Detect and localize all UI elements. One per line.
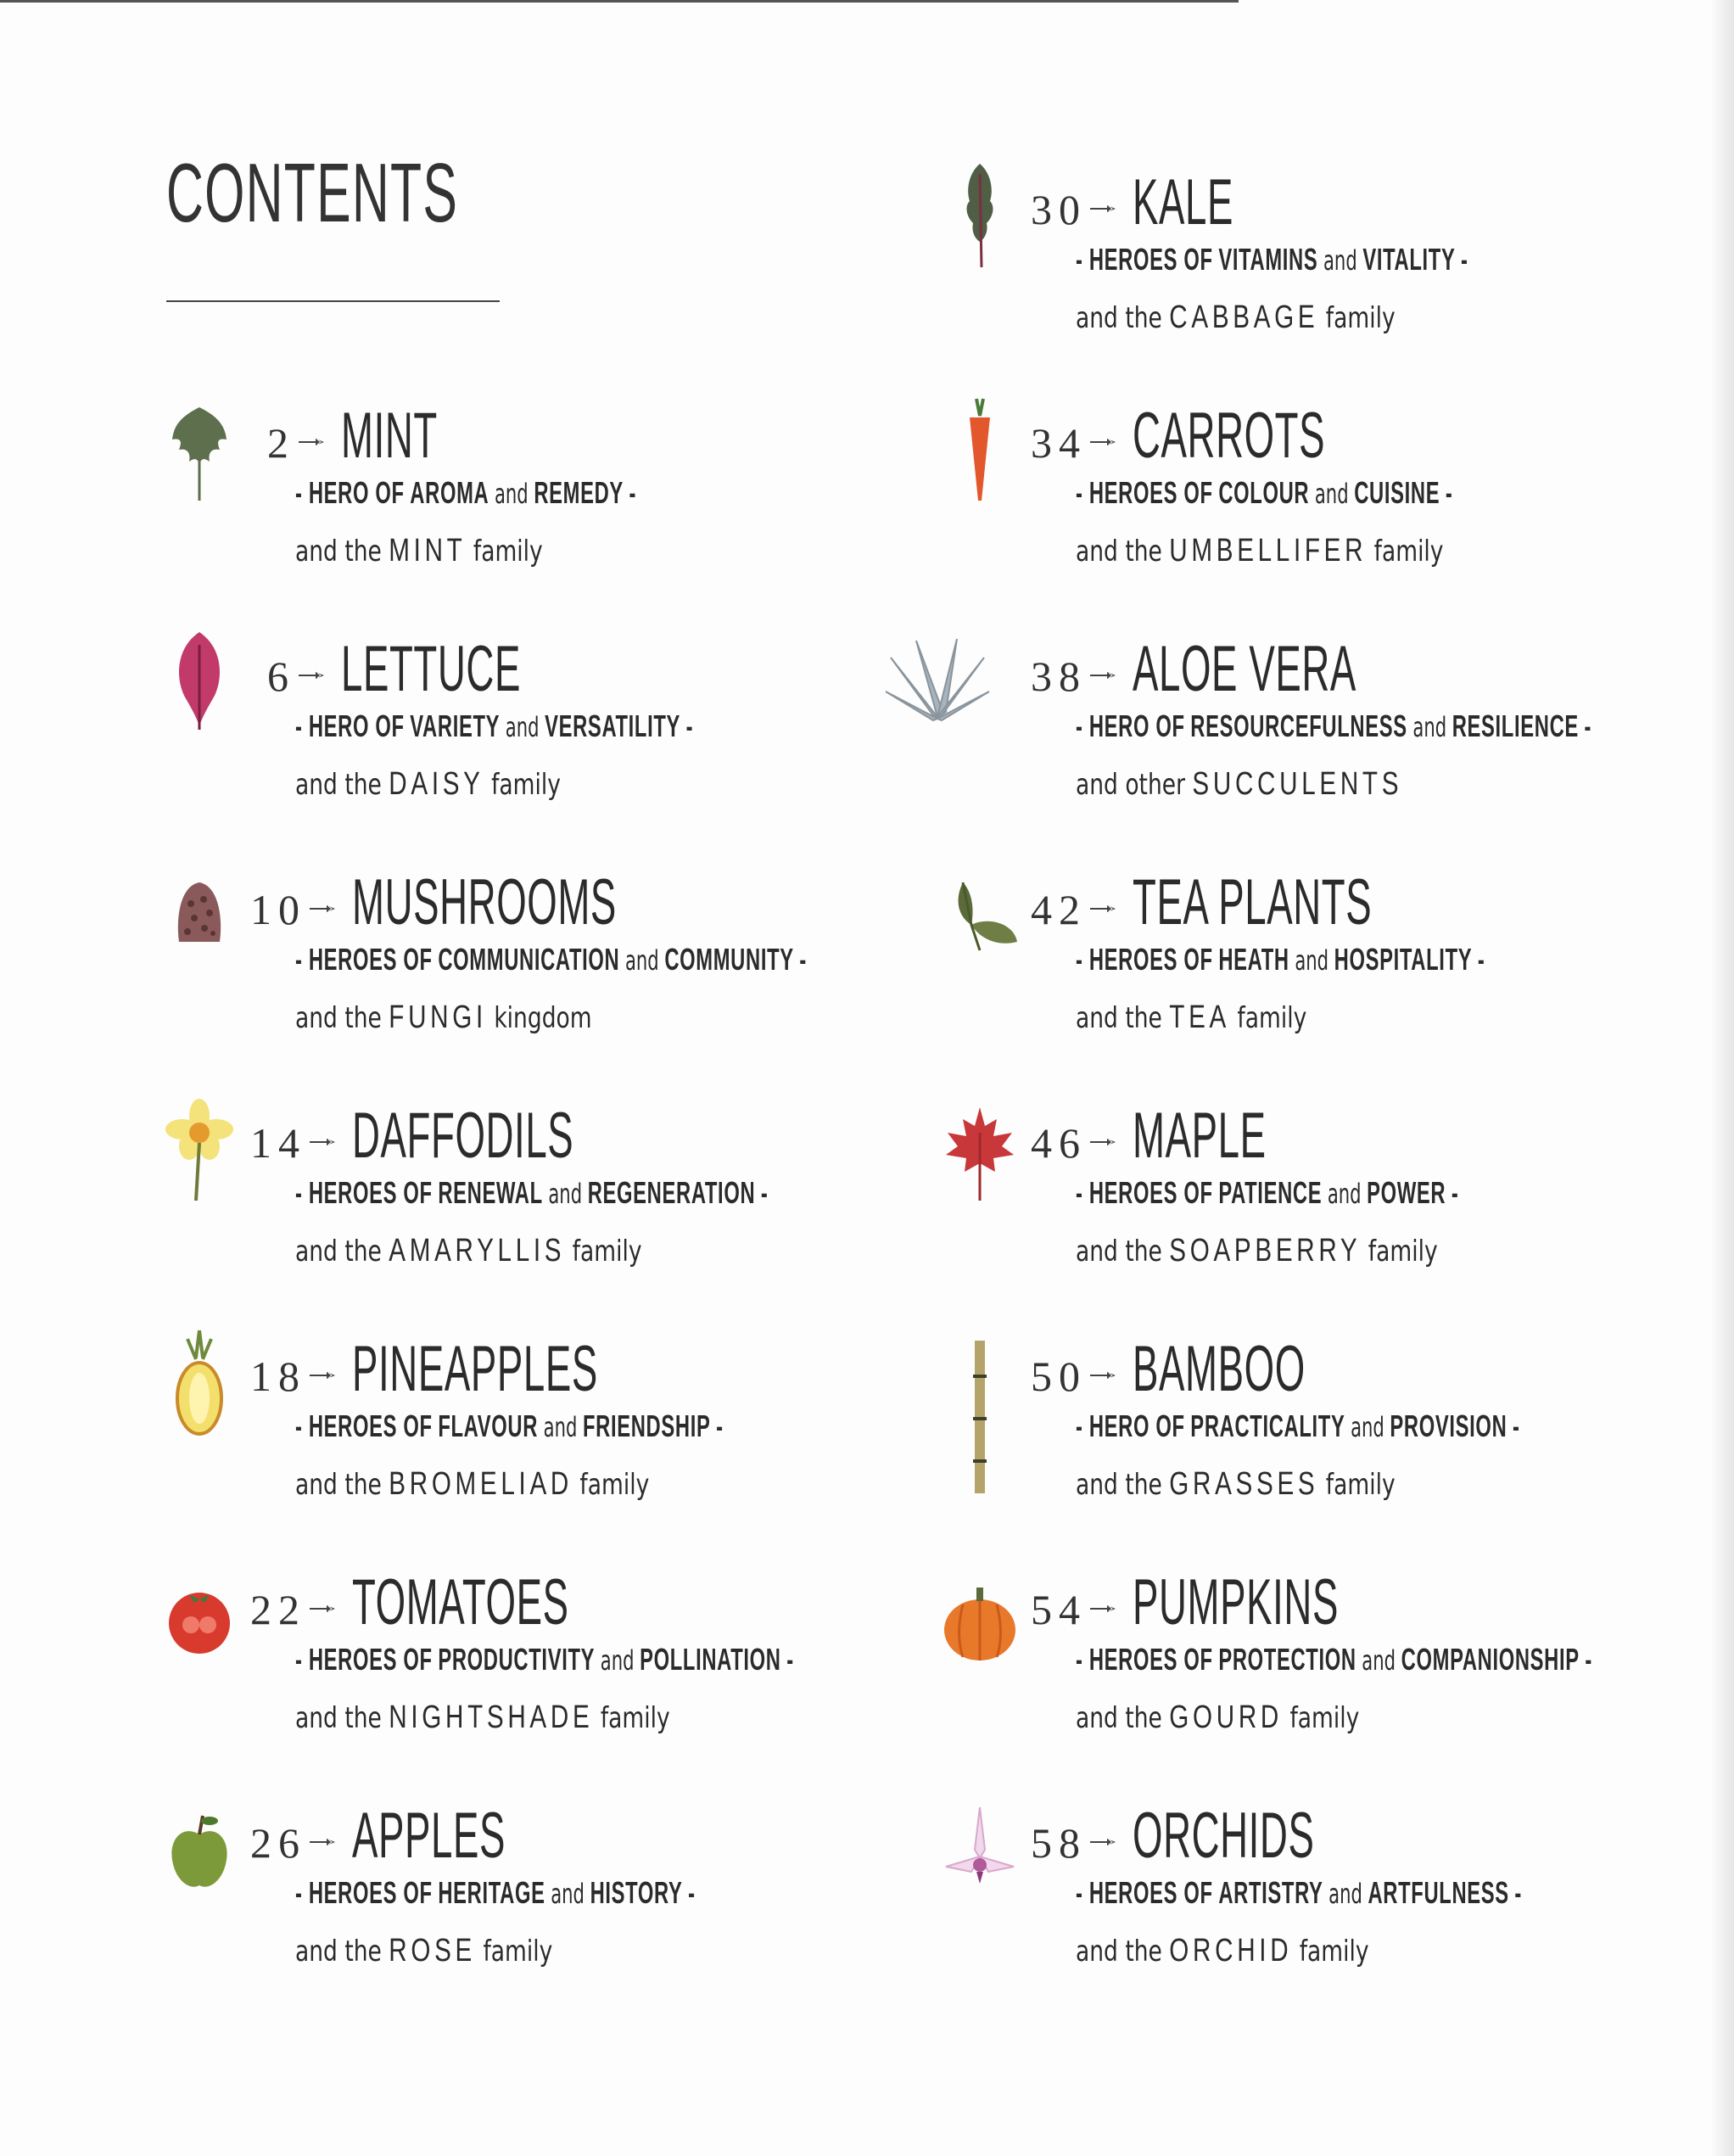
entry-title: BAMBOO	[1133, 1333, 1306, 1405]
page-number: 54	[1031, 1586, 1087, 1633]
page-title: CONTENTS	[166, 146, 459, 239]
page-right-edge	[1710, 0, 1734, 2156]
family-name: SUCCULENTS	[1192, 766, 1403, 802]
family-prefix: and the	[1076, 1468, 1162, 1502]
pumpkin-icon	[937, 1557, 1022, 1676]
page-number: 10	[250, 886, 306, 933]
arrow-icon	[1090, 669, 1119, 680]
quality-2: REGENERATION	[587, 1175, 756, 1210]
quality-1: VARIETY	[410, 708, 501, 743]
lettuce-leaf-icon	[157, 624, 242, 742]
quality-1: AROMA	[410, 475, 489, 510]
family-name: UMBELLIFER	[1169, 533, 1368, 568]
entry-subtitle	[295, 942, 807, 977]
entry-subtitle	[1076, 242, 1468, 277]
and-connector: and	[600, 1644, 635, 1677]
family-prefix: and the	[1076, 1935, 1162, 1968]
family-line	[1076, 766, 1402, 803]
entry-subtitle	[295, 475, 636, 511]
and-connector: and	[1351, 1411, 1384, 1443]
arrow-icon	[1090, 1369, 1119, 1380]
quality-1: PRACTICALITY	[1190, 1408, 1345, 1443]
arrow-icon	[310, 1136, 338, 1146]
subtitle-dash: -	[716, 1408, 724, 1443]
family-line	[1076, 1466, 1396, 1503]
family-suffix: family	[1237, 1001, 1307, 1035]
and-connector: and	[624, 944, 659, 977]
quality-2: COMPANIONSHIP	[1401, 1642, 1580, 1677]
page-number: 22	[250, 1586, 306, 1633]
hero-prefix: - HERO OF	[295, 708, 405, 743]
bamboo-icon	[937, 1332, 1022, 1502]
family-prefix: and the	[1076, 535, 1162, 568]
entry-title: PINEAPPLES	[352, 1333, 598, 1405]
daffodil-icon	[157, 1090, 242, 1209]
subtitle-dash: -	[688, 1875, 696, 1910]
hero-prefix: - HERO OF	[1076, 1408, 1185, 1443]
subtitle-dash: -	[1584, 708, 1592, 743]
family-suffix: family	[1373, 535, 1444, 568]
subtitle-dash: -	[799, 942, 807, 977]
entry-title: LETTUCE	[341, 633, 521, 705]
family-suffix: family	[1289, 1701, 1360, 1735]
arrow-icon	[1090, 203, 1119, 213]
family-prefix: and the	[295, 535, 382, 568]
family-name: SOAPBERRY	[1169, 1233, 1362, 1268]
family-prefix: and the	[295, 1701, 382, 1735]
hero-prefix: - HEROES OF	[1076, 1642, 1213, 1677]
family-name: BROMELIAD	[389, 1466, 573, 1502]
page-number: 34	[1031, 419, 1087, 467]
family-prefix: and other	[1076, 768, 1185, 802]
entry-title: CARROTS	[1133, 400, 1326, 472]
page-number: 14	[250, 1119, 306, 1167]
hero-prefix: - HEROES OF	[295, 1175, 433, 1210]
subtitle-dash: -	[1585, 1642, 1592, 1677]
page-number: 58	[1031, 1819, 1087, 1867]
title-divider	[166, 300, 500, 302]
page-number: 46	[1031, 1119, 1087, 1167]
arrow-icon	[1090, 436, 1119, 446]
family-name: ROSE	[389, 1933, 477, 1968]
entry-title: MINT	[341, 400, 438, 472]
entry-title: MUSHROOMS	[352, 866, 617, 938]
entry-subtitle	[1076, 1875, 1522, 1911]
family-line	[1076, 300, 1396, 336]
hero-prefix: - HEROES OF	[1076, 1875, 1213, 1910]
page-number: 50	[1031, 1352, 1087, 1400]
arrow-icon	[310, 1369, 338, 1380]
subtitle-dash: -	[786, 1642, 794, 1677]
entry-title: DAFFODILS	[352, 1100, 574, 1172]
family-line	[295, 1933, 552, 1969]
arrow-icon	[1090, 903, 1119, 913]
arrow-icon	[310, 903, 338, 913]
orchid-icon	[937, 1790, 1022, 1909]
contents-entry[interactable]	[170, 399, 933, 594]
entry-subtitle	[295, 1175, 768, 1211]
hero-prefix: - HEROES OF	[295, 1642, 433, 1677]
subtitle-dash: -	[1445, 475, 1453, 510]
contents-entry[interactable]	[170, 1332, 933, 1527]
and-connector: and	[1328, 1878, 1362, 1910]
family-prefix: and the	[1076, 1235, 1162, 1268]
and-connector: and	[505, 711, 540, 743]
quality-1: RENEWAL	[438, 1175, 543, 1210]
quality-1: COMMUNICATION	[438, 942, 620, 977]
hero-prefix: - HERO OF	[1076, 708, 1185, 743]
tea-leaf-icon	[937, 857, 1022, 976]
and-connector: and	[551, 1878, 585, 1910]
hero-prefix: - HERO OF	[295, 475, 405, 510]
family-prefix: and the	[295, 1935, 382, 1968]
and-connector: and	[1327, 1178, 1362, 1210]
arrow-icon	[1090, 1836, 1119, 1846]
family-prefix: and the	[1076, 1701, 1162, 1735]
quality-1: COLOUR	[1218, 475, 1310, 510]
family-suffix: family	[1325, 1468, 1396, 1502]
entry-title: MAPLE	[1133, 1100, 1267, 1172]
pineapple-icon	[157, 1324, 242, 1442]
arrow-icon	[299, 669, 327, 680]
quality-2: CUISINE	[1354, 475, 1440, 510]
contents-entry[interactable]	[950, 165, 1714, 361]
morel-mushroom-icon	[157, 857, 242, 976]
hero-prefix: - HEROES OF	[1076, 942, 1213, 977]
family-line	[1076, 1233, 1438, 1269]
family-line	[295, 1233, 642, 1269]
contents-entry[interactable]	[170, 1099, 933, 1294]
family-name: GOURD	[1169, 1700, 1284, 1735]
contents-entry[interactable]	[170, 1565, 933, 1761]
family-prefix: and the	[295, 1468, 382, 1502]
subtitle-dash: -	[760, 1175, 769, 1210]
page-number: 2	[267, 419, 295, 467]
subtitle-dash: -	[1514, 1875, 1522, 1910]
page-number: 30	[1031, 186, 1087, 233]
family-prefix: and the	[295, 768, 382, 802]
entry-title: TEA PLANTS	[1133, 866, 1373, 938]
family-name: MINT	[389, 533, 467, 568]
hero-prefix: - HEROES OF	[295, 942, 433, 977]
entry-title: ALOE VERA	[1133, 633, 1356, 705]
hero-prefix: - HEROES OF	[1076, 242, 1213, 277]
quality-1: PATIENCE	[1218, 1175, 1323, 1210]
page-number: 6	[267, 652, 295, 700]
family-suffix: family	[1325, 301, 1396, 335]
quality-1: HEATH	[1218, 942, 1289, 977]
contents-entry[interactable]	[950, 399, 1714, 594]
family-name: ORCHID	[1169, 1933, 1293, 1968]
family-line	[1076, 1000, 1306, 1036]
family-name: TEA	[1169, 1000, 1230, 1035]
quality-1: HERITAGE	[438, 1875, 545, 1910]
entry-subtitle	[295, 1875, 696, 1911]
hero-prefix: - HEROES OF	[1076, 1175, 1213, 1210]
and-connector: and	[1314, 478, 1349, 510]
page-number: 26	[250, 1819, 306, 1867]
arrow-icon	[299, 436, 327, 446]
subtitle-dash: -	[1461, 242, 1468, 277]
family-line	[1076, 1933, 1369, 1969]
arrow-icon	[310, 1603, 338, 1613]
family-line	[295, 533, 543, 569]
contents-entry[interactable]	[950, 1099, 1714, 1294]
entry-subtitle	[295, 708, 693, 744]
hero-prefix: - HEROES OF	[295, 1875, 433, 1910]
quality-1: PROTECTION	[1218, 1642, 1356, 1677]
arrow-icon	[1090, 1603, 1119, 1613]
quality-2: POWER	[1367, 1175, 1446, 1210]
family-name: CABBAGE	[1169, 300, 1319, 335]
mint-leaf-icon	[157, 390, 242, 509]
arrow-icon	[310, 1836, 338, 1846]
apple-icon	[157, 1790, 242, 1909]
quality-2: ARTFULNESS	[1368, 1875, 1509, 1910]
and-connector: and	[548, 1178, 583, 1210]
quality-2: VERSATILITY	[545, 708, 681, 743]
and-connector: and	[543, 1411, 578, 1443]
family-prefix: and the	[1076, 1001, 1162, 1035]
family-line	[295, 1466, 649, 1503]
contents-entry[interactable]	[950, 1332, 1714, 1527]
contents-entry[interactable]	[950, 632, 1714, 827]
subtitle-dash: -	[1513, 1408, 1520, 1443]
and-connector: and	[1412, 711, 1447, 743]
family-suffix: family	[491, 768, 561, 802]
family-prefix: and the	[295, 1235, 382, 1268]
quality-1: FLAVOUR	[438, 1408, 539, 1443]
family-prefix: and the	[295, 1001, 382, 1035]
subtitle-dash: -	[1451, 1175, 1459, 1210]
hero-prefix: - HEROES OF	[1076, 475, 1213, 510]
quality-1: VITAMINS	[1218, 242, 1318, 277]
family-line	[295, 1000, 592, 1036]
contents-entry[interactable]	[170, 1799, 933, 1994]
kale-icon	[937, 157, 1022, 276]
family-suffix: kingdom	[494, 1001, 592, 1035]
quality-2: FRIENDSHIP	[582, 1408, 711, 1443]
subtitle-dash: -	[629, 475, 637, 510]
family-name: FUNGI	[389, 1000, 487, 1035]
page-number: 38	[1031, 652, 1087, 700]
quality-2: POLLINATION	[640, 1642, 781, 1677]
contents-entry[interactable]	[170, 865, 933, 1061]
and-connector: and	[1323, 244, 1357, 277]
subtitle-dash: -	[1477, 942, 1485, 977]
quality-1: RESOURCEFULNESS	[1190, 708, 1407, 743]
entry-subtitle	[295, 1642, 794, 1677]
tomato-icon	[157, 1557, 242, 1676]
entry-subtitle	[1076, 1175, 1458, 1211]
entry-title: TOMATOES	[352, 1566, 569, 1638]
entry-subtitle	[1076, 942, 1485, 977]
quality-2: COMMUNITY	[664, 942, 794, 977]
family-suffix: family	[600, 1701, 670, 1735]
quality-1: PRODUCTIVITY	[438, 1642, 596, 1677]
entry-subtitle	[1076, 475, 1452, 511]
family-suffix: family	[1368, 1235, 1438, 1268]
family-suffix: family	[473, 535, 543, 568]
and-connector: and	[494, 478, 529, 510]
entry-title: APPLES	[352, 1800, 506, 1872]
and-connector: and	[1362, 1644, 1396, 1677]
entry-title: ORCHIDS	[1133, 1800, 1315, 1872]
hero-prefix: - HEROES OF	[295, 1408, 433, 1443]
aloe-vera-icon	[882, 624, 993, 742]
contents-entry[interactable]	[170, 632, 933, 827]
family-line	[295, 1700, 670, 1736]
contents-entry[interactable]	[950, 1565, 1714, 1761]
family-line	[1076, 1700, 1359, 1736]
family-line	[295, 766, 561, 803]
entry-subtitle	[1076, 708, 1591, 744]
family-name: NIGHTSHADE	[389, 1700, 594, 1735]
quality-2: RESILIENCE	[1452, 708, 1579, 743]
quality-2: VITALITY	[1362, 242, 1456, 277]
page-number: 42	[1031, 886, 1087, 933]
family-name: DAISY	[389, 766, 484, 802]
family-name: AMARYLLIS	[389, 1233, 566, 1268]
family-suffix: family	[579, 1468, 650, 1502]
family-suffix: family	[1299, 1935, 1369, 1968]
quality-1: ARTISTRY	[1218, 1875, 1323, 1910]
page-top-edge	[0, 0, 1239, 3]
quality-2: REMEDY	[534, 475, 624, 510]
family-name: GRASSES	[1169, 1466, 1319, 1502]
entry-title: PUMPKINS	[1133, 1566, 1339, 1638]
carrot-icon	[937, 390, 1022, 509]
page-number: 18	[250, 1352, 306, 1400]
entry-subtitle	[1076, 1642, 1592, 1677]
quality-2: HOSPITALITY	[1334, 942, 1473, 977]
family-suffix: family	[483, 1935, 553, 1968]
family-line	[1076, 533, 1444, 569]
arrow-icon	[1090, 1136, 1119, 1146]
family-suffix: family	[572, 1235, 642, 1268]
and-connector: and	[1295, 944, 1329, 977]
entry-subtitle	[295, 1408, 724, 1444]
family-prefix: and the	[1076, 301, 1162, 335]
quality-2: HISTORY	[590, 1875, 683, 1910]
quality-2: PROVISION	[1390, 1408, 1507, 1443]
contents-entry[interactable]	[950, 865, 1714, 1061]
contents-entry[interactable]	[950, 1799, 1714, 1994]
entry-title: KALE	[1133, 166, 1234, 238]
entry-subtitle	[1076, 1408, 1520, 1444]
subtitle-dash: -	[685, 708, 694, 743]
maple-leaf-icon	[937, 1090, 1022, 1209]
